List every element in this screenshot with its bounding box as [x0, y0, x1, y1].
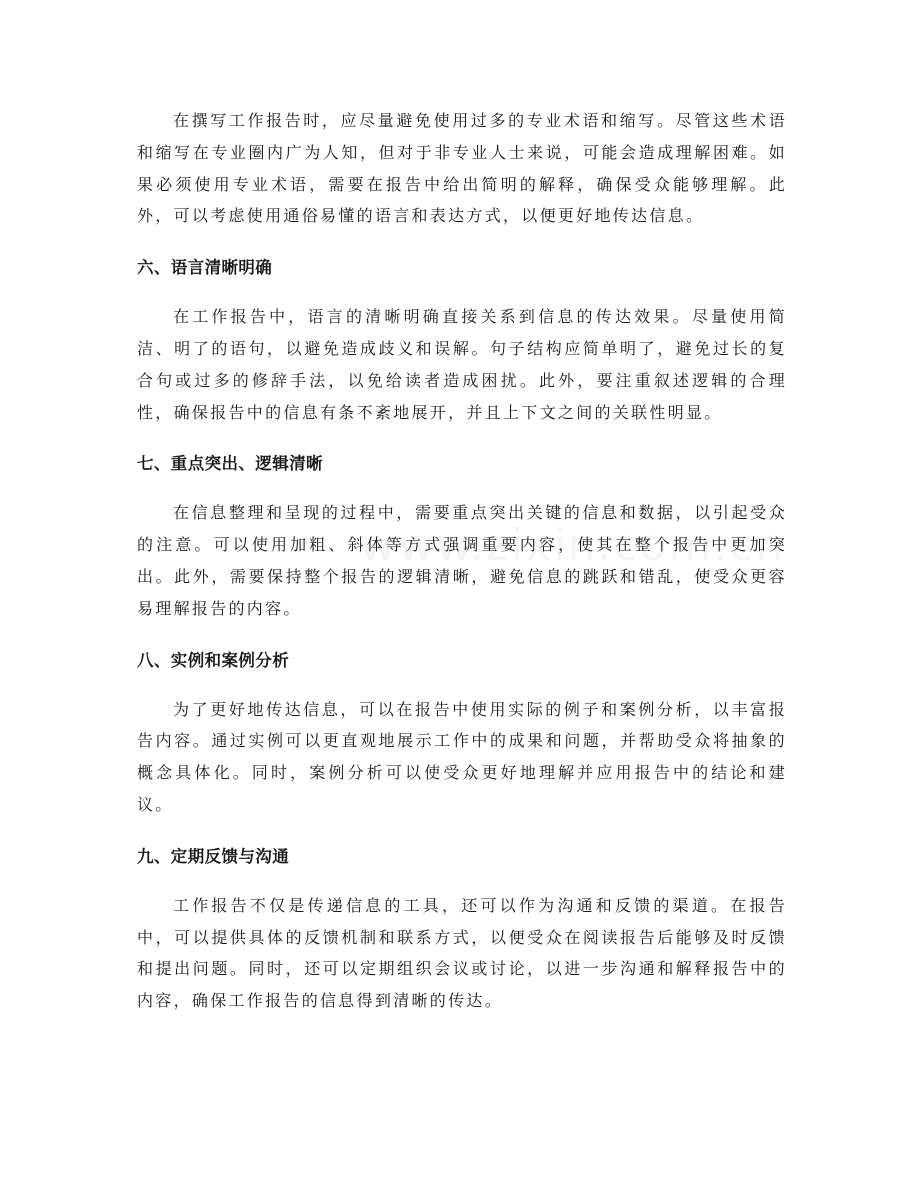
section-paragraph-6: 在工作报告中，语言的清晰明确直接关系到信息的传达效果。尽量使用简洁、明了的语句，以避免造成歧义和误解。句子结构应简单明了，避免过长的复合句或过多的修辞手法，以免给读者造成困扰。此外，要注重叙述逻辑的合理性，确保报告中的信息有条不紊地展开，并且上下文之间的关联性明显。 [137, 307, 787, 422]
section-heading-6: 六、语言清晰明确 [137, 258, 273, 278]
section-heading-8: 八、实例和案例分析 [137, 650, 290, 670]
document-body [137, 105, 787, 1017]
section-heading-9: 九、定期反馈与沟通 [137, 846, 290, 866]
section-paragraph-9: 工作报告不仅是传递信息的工具，还可以作为沟通和反馈的渠道。在报告中，可以提供具体的反馈机制和联系方式，以便受众在阅读报告后能够及时反馈和提出问题。同时，还可以定期组织会议或讨论，以进一步沟通和解释报告中的内容，确保工作报告的信息得到清晰的传达。 [137, 895, 787, 1011]
section-paragraph-7: 在信息整理和呈现的过程中，需要重点突出关键的信息和数据，以引起受众的注意。可以使用加粗、斜体等方式强调重要内容，使其在整个报告中更加突出。此外，需要保持整个报告的逻辑清晰，避免信息的跳跃和错乱，使受众更容易理解报告的内容。 [137, 503, 787, 618]
section-heading-7: 七、重点突出、逻辑清晰 [137, 454, 323, 474]
section-paragraph-8: 为了更好地传达信息，可以在报告中使用实际的例子和案例分析，以丰富报告内容。通过实例可以更直观地展示工作中的成果和问题，并帮助受众将抽象的概念具体化。同时，案例分析可以使受众更好地理解并应用报告中的结论和建议。 [137, 699, 787, 814]
intro-paragraph: 在撰写工作报告时，应尽量避免使用过多的专业术语和缩写。尽管这些术语和缩写在专业圈内广为人知，但对于非专业人士来说，可能会造成理解困难。如果必须使用专业术语，需要在报告中给出简明的解释，确保受众能够理解。此外，可以考虑使用通俗易懂的语言和表达方式，以便更好地传达信息。 [137, 111, 787, 226]
